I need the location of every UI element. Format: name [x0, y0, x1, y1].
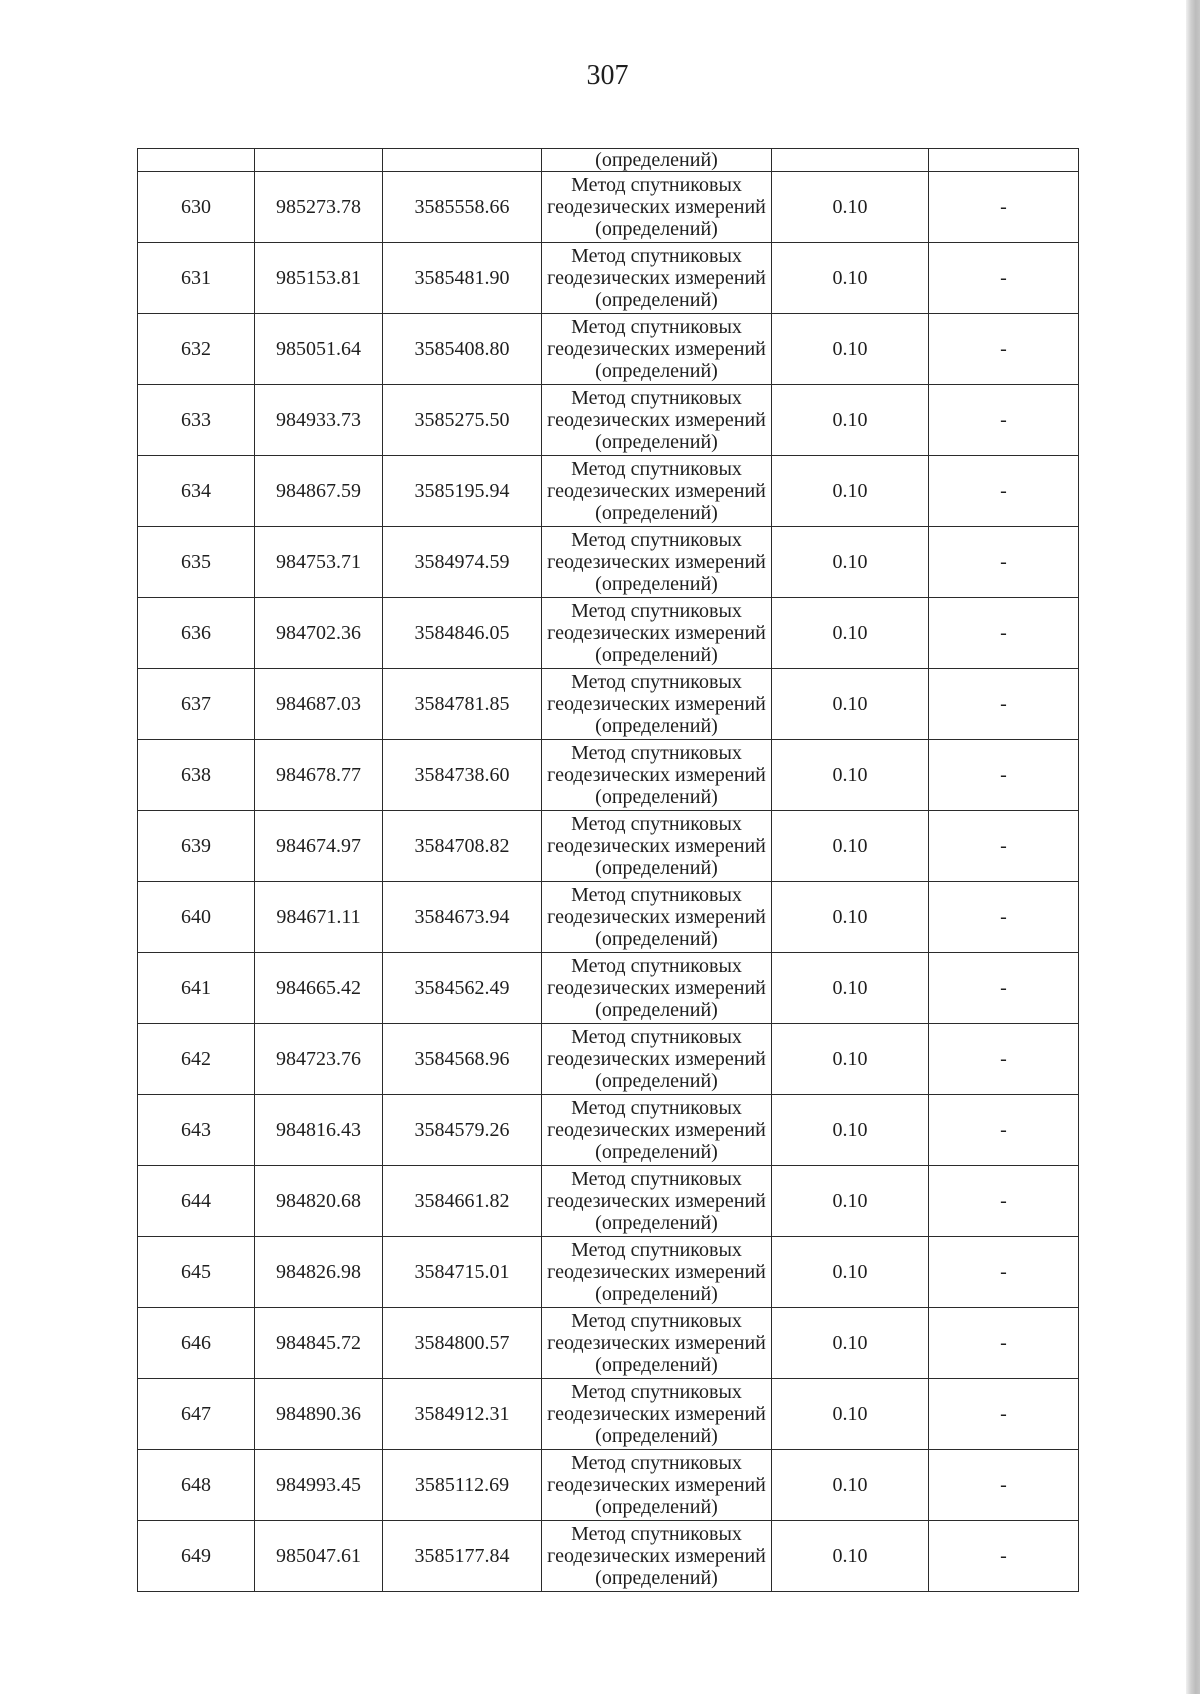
- table-row: [138, 1166, 1079, 1237]
- table-row: [138, 385, 1079, 456]
- x-coordinate-cell: 984993.45: [255, 1450, 383, 1521]
- precision-cell: 0.10: [772, 527, 929, 598]
- table-row: [138, 1024, 1079, 1095]
- x-coordinate-cell: 984687.03: [255, 669, 383, 740]
- x-coordinate-cell: 984671.11: [255, 882, 383, 953]
- y-coordinate-cell: 3584738.60: [383, 740, 542, 811]
- method-cell: Метод спутниковых геодезических измерений (определений): [542, 385, 772, 456]
- precision-cell: [772, 149, 929, 172]
- point-number-cell: 637: [138, 669, 255, 740]
- point-number-cell: 644: [138, 1166, 255, 1237]
- coordinates-table: [137, 148, 1079, 1592]
- precision-cell: 0.10: [772, 1450, 929, 1521]
- point-number-cell: [138, 149, 255, 172]
- precision-cell: 0.10: [772, 1308, 929, 1379]
- y-coordinate-cell: 3584568.96: [383, 1024, 542, 1095]
- table-row: [138, 882, 1079, 953]
- note-cell: -: [929, 385, 1079, 456]
- note-cell: -: [929, 740, 1079, 811]
- precision-cell: 0.10: [772, 1166, 929, 1237]
- table-row: [138, 243, 1079, 314]
- method-cell: Метод спутниковых геодезических измерений (определений): [542, 811, 772, 882]
- y-coordinate-cell: 3584715.01: [383, 1237, 542, 1308]
- note-cell: -: [929, 1095, 1079, 1166]
- point-number-cell: 634: [138, 456, 255, 527]
- method-cell: Метод спутниковых геодезических измерений (определений): [542, 1308, 772, 1379]
- point-number-cell: 643: [138, 1095, 255, 1166]
- y-coordinate-cell: 3585481.90: [383, 243, 542, 314]
- point-number-cell: 646: [138, 1308, 255, 1379]
- y-coordinate-cell: 3584673.94: [383, 882, 542, 953]
- table-row: [138, 1237, 1079, 1308]
- precision-cell: 0.10: [772, 243, 929, 314]
- y-coordinate-cell: 3584800.57: [383, 1308, 542, 1379]
- note-cell: -: [929, 811, 1079, 882]
- method-cell: Метод спутниковых геодезических измерений (определений): [542, 456, 772, 527]
- note-cell: -: [929, 527, 1079, 598]
- x-coordinate-cell: 984753.71: [255, 527, 383, 598]
- y-coordinate-cell: 3584661.82: [383, 1166, 542, 1237]
- table-row: [138, 1308, 1079, 1379]
- method-cell: Метод спутниковых геодезических измерений (определений): [542, 1024, 772, 1095]
- method-cell: Метод спутниковых геодезических измерений (определений): [542, 1095, 772, 1166]
- precision-cell: 0.10: [772, 953, 929, 1024]
- method-cell: Метод спутниковых геодезических измерений (определений): [542, 314, 772, 385]
- precision-cell: 0.10: [772, 385, 929, 456]
- x-coordinate-cell: 984665.42: [255, 953, 383, 1024]
- y-coordinate-cell: 3584912.31: [383, 1379, 542, 1450]
- y-coordinate-cell: 3585112.69: [383, 1450, 542, 1521]
- x-coordinate-cell: 984890.36: [255, 1379, 383, 1450]
- point-number-cell: 638: [138, 740, 255, 811]
- note-cell: -: [929, 1308, 1079, 1379]
- table-row: [138, 1379, 1079, 1450]
- x-coordinate-cell: 984702.36: [255, 598, 383, 669]
- y-coordinate-cell: 3585408.80: [383, 314, 542, 385]
- method-cell: Метод спутниковых геодезических измерений (определений): [542, 1166, 772, 1237]
- precision-cell: 0.10: [772, 740, 929, 811]
- x-coordinate-cell: 985051.64: [255, 314, 383, 385]
- point-number-cell: 645: [138, 1237, 255, 1308]
- precision-cell: 0.10: [772, 598, 929, 669]
- note-cell: [929, 149, 1079, 172]
- point-number-cell: 630: [138, 172, 255, 243]
- y-coordinate-cell: 3584974.59: [383, 527, 542, 598]
- point-number-cell: 648: [138, 1450, 255, 1521]
- point-number-cell: 636: [138, 598, 255, 669]
- precision-cell: 0.10: [772, 1024, 929, 1095]
- table-row: [138, 1095, 1079, 1166]
- note-cell: -: [929, 1521, 1079, 1592]
- y-coordinate-cell: 3585558.66: [383, 172, 542, 243]
- point-number-cell: 631: [138, 243, 255, 314]
- x-coordinate-cell: 984816.43: [255, 1095, 383, 1166]
- method-cell: Метод спутниковых геодезических измерений (определений): [542, 1379, 772, 1450]
- point-number-cell: 647: [138, 1379, 255, 1450]
- x-coordinate-cell: 984678.77: [255, 740, 383, 811]
- method-cell: Метод спутниковых геодезических измерений (определений): [542, 740, 772, 811]
- y-coordinate-cell: 3585177.84: [383, 1521, 542, 1592]
- note-cell: -: [929, 1024, 1079, 1095]
- note-cell: -: [929, 882, 1079, 953]
- table-row: [138, 527, 1079, 598]
- method-cell: Метод спутниковых геодезических измерений (определений): [542, 527, 772, 598]
- note-cell: -: [929, 669, 1079, 740]
- x-coordinate-cell: 985273.78: [255, 172, 383, 243]
- point-number-cell: 642: [138, 1024, 255, 1095]
- precision-cell: 0.10: [772, 1379, 929, 1450]
- precision-cell: 0.10: [772, 172, 929, 243]
- y-coordinate-cell: 3584579.26: [383, 1095, 542, 1166]
- table-row: [138, 669, 1079, 740]
- point-number-cell: 641: [138, 953, 255, 1024]
- method-cell: Метод спутниковых геодезических измерений (определений): [542, 243, 772, 314]
- table-row: [138, 456, 1079, 527]
- precision-cell: 0.10: [772, 882, 929, 953]
- method-cell: Метод спутниковых геодезических измерений (определений): [542, 882, 772, 953]
- method-cell: (определений): [542, 149, 772, 172]
- x-coordinate-cell: 984933.73: [255, 385, 383, 456]
- point-number-cell: 640: [138, 882, 255, 953]
- method-cell: Метод спутниковых геодезических измерений (определений): [542, 953, 772, 1024]
- y-coordinate-cell: 3585275.50: [383, 385, 542, 456]
- note-cell: -: [929, 456, 1079, 527]
- precision-cell: 0.10: [772, 1095, 929, 1166]
- method-cell: Метод спутниковых геодезических измерений (определений): [542, 1450, 772, 1521]
- point-number-cell: 649: [138, 1521, 255, 1592]
- precision-cell: 0.10: [772, 669, 929, 740]
- table-row: [138, 172, 1079, 243]
- table-row: [138, 598, 1079, 669]
- x-coordinate-cell: [255, 149, 383, 172]
- x-coordinate-cell: 985153.81: [255, 243, 383, 314]
- x-coordinate-cell: 984723.76: [255, 1024, 383, 1095]
- point-number-cell: 633: [138, 385, 255, 456]
- x-coordinate-cell: 984867.59: [255, 456, 383, 527]
- page-number: 307: [586, 60, 629, 91]
- x-coordinate-cell: 984674.97: [255, 811, 383, 882]
- y-coordinate-cell: 3584781.85: [383, 669, 542, 740]
- x-coordinate-cell: 984845.72: [255, 1308, 383, 1379]
- point-number-cell: 635: [138, 527, 255, 598]
- note-cell: -: [929, 1379, 1079, 1450]
- point-number-cell: 639: [138, 811, 255, 882]
- method-cell: Метод спутниковых геодезических измерений (определений): [542, 1237, 772, 1308]
- note-cell: -: [929, 1166, 1079, 1237]
- y-coordinate-cell: 3584846.05: [383, 598, 542, 669]
- y-coordinate-cell: [383, 149, 542, 172]
- method-cell: Метод спутниковых геодезических измерений (определений): [542, 669, 772, 740]
- method-cell: Метод спутниковых геодезических измерений (определений): [542, 172, 772, 243]
- precision-cell: 0.10: [772, 811, 929, 882]
- precision-cell: 0.10: [772, 1521, 929, 1592]
- x-coordinate-cell: 984826.98: [255, 1237, 383, 1308]
- table-row-continuation: [138, 149, 1079, 172]
- note-cell: -: [929, 953, 1079, 1024]
- note-cell: -: [929, 243, 1079, 314]
- method-cell: Метод спутниковых геодезических измерений (определений): [542, 1521, 772, 1592]
- scan-edge-shadow: [1186, 0, 1200, 1694]
- precision-cell: 0.10: [772, 314, 929, 385]
- precision-cell: 0.10: [772, 1237, 929, 1308]
- note-cell: -: [929, 1237, 1079, 1308]
- note-cell: -: [929, 172, 1079, 243]
- y-coordinate-cell: 3584708.82: [383, 811, 542, 882]
- table-row: [138, 1450, 1079, 1521]
- note-cell: -: [929, 314, 1079, 385]
- point-number-cell: 632: [138, 314, 255, 385]
- y-coordinate-cell: 3585195.94: [383, 456, 542, 527]
- table-row: [138, 811, 1079, 882]
- table-row: [138, 1521, 1079, 1592]
- table-row: [138, 740, 1079, 811]
- precision-cell: 0.10: [772, 456, 929, 527]
- x-coordinate-cell: 985047.61: [255, 1521, 383, 1592]
- table-row: [138, 953, 1079, 1024]
- y-coordinate-cell: 3584562.49: [383, 953, 542, 1024]
- note-cell: -: [929, 1450, 1079, 1521]
- x-coordinate-cell: 984820.68: [255, 1166, 383, 1237]
- table-row: [138, 314, 1079, 385]
- method-cell: Метод спутниковых геодезических измерений (определений): [542, 598, 772, 669]
- note-cell: -: [929, 598, 1079, 669]
